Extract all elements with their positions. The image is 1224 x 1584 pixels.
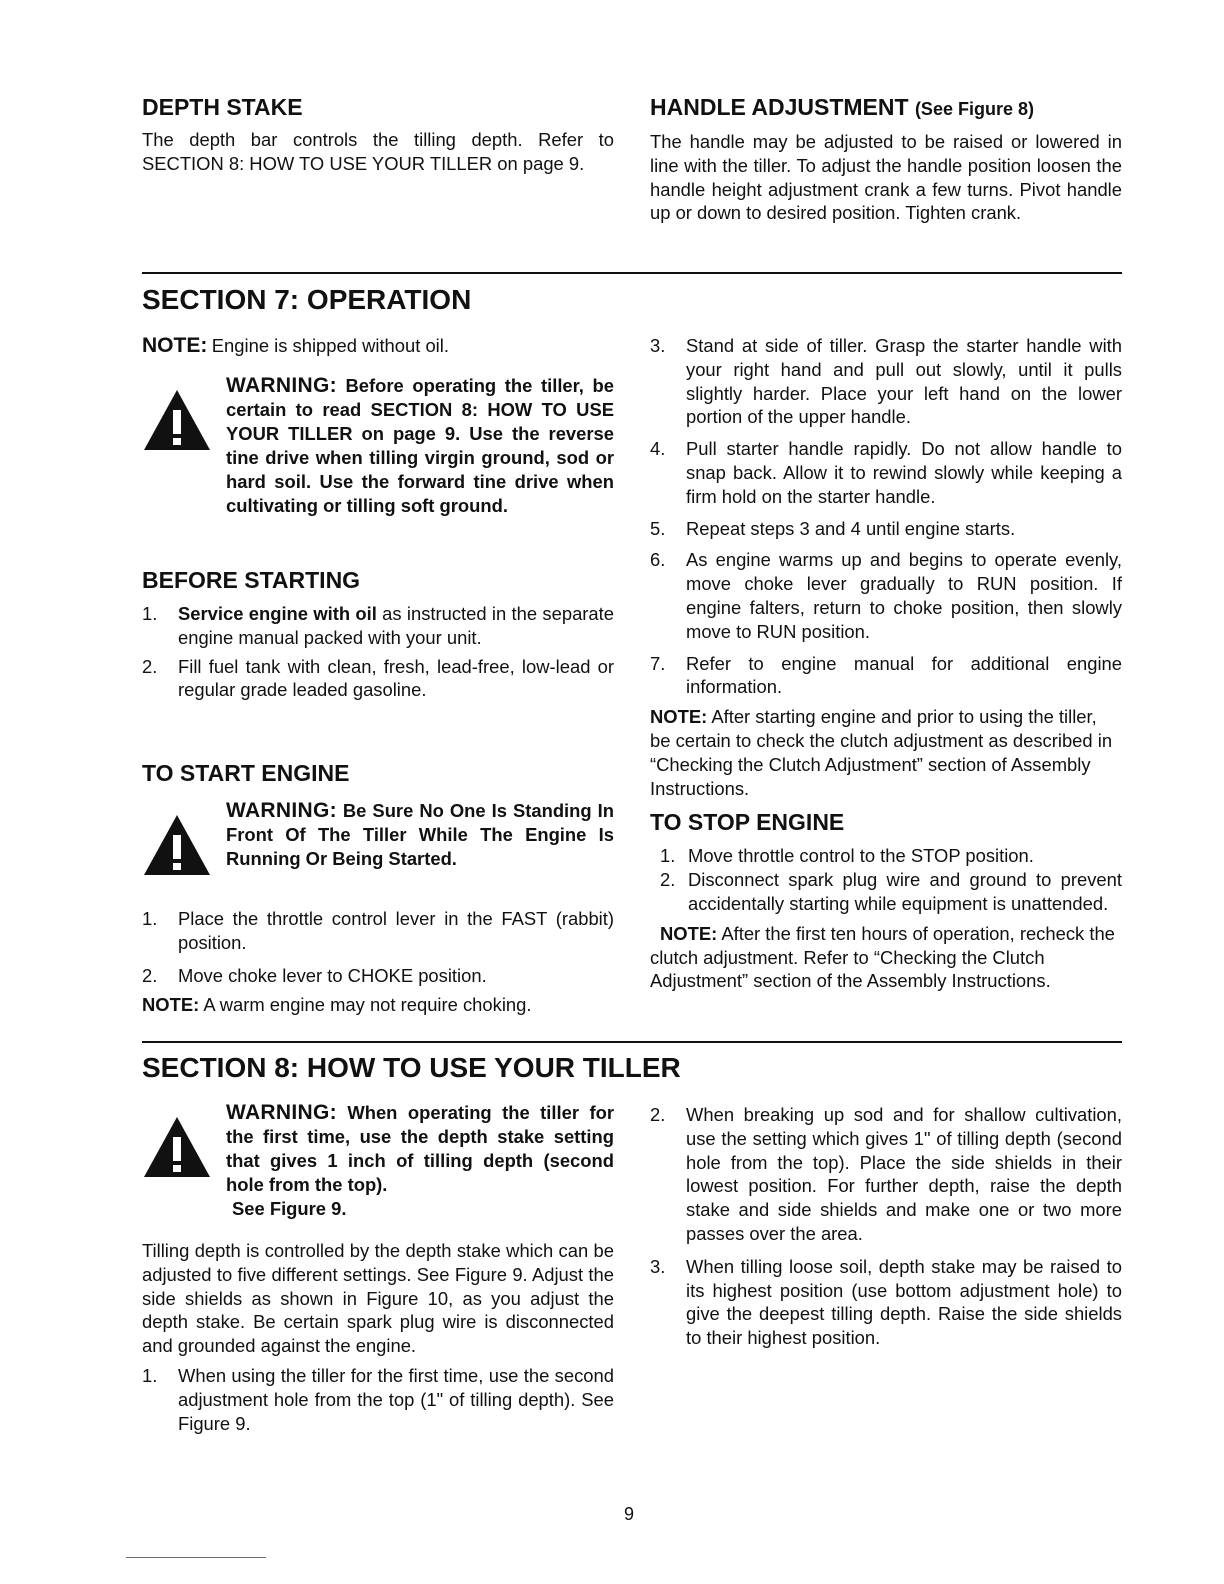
- tiller-steps-list: [142, 1364, 614, 1435]
- note-text: After starting engine and prior to using the tiller, be certain to check the clutch adjustment as described in “Checking the Clutch Adjustment” section of Assembly Instructions.: [650, 706, 1113, 799]
- note-label: NOTE:: [650, 706, 708, 728]
- item-text: Disconnect spark plug wire and ground to prevent accidentally starting while equipment is unattended.: [688, 869, 1122, 914]
- section-8-title: SECTION 8: HOW TO USE YOUR TILLER: [142, 1052, 681, 1083]
- note-text: After the first ten hours of operation, recheck the clutch adjustment. Refer to “Checking the Clutch Adjustment” section of the Assembly Instructions.: [650, 922, 1115, 992]
- item-number: 2.: [660, 869, 676, 891]
- start-steps-list: [142, 907, 614, 987]
- note-label: NOTE:: [142, 994, 200, 1016]
- to-start-engine-steps: [142, 907, 614, 1017]
- recheck-note: [650, 922, 1122, 993]
- warning-block-start: [142, 799, 614, 903]
- note-text: A warm engine may not require choking.: [203, 994, 532, 1016]
- list-item: [660, 868, 1122, 916]
- before-starting-section: [142, 567, 614, 702]
- tiller-steps-continued-list: [650, 1103, 1122, 1350]
- item-number: 2.: [142, 655, 158, 677]
- item-text: Stand at side of tiller. Grasp the starter handle with your right hand and pull out slowly, until it pulls slightly harder. Place your left hand on the lower portion of the upper handle.: [686, 335, 1122, 428]
- section-8-right: [650, 1103, 1122, 1350]
- warning-label: WARNING:: [226, 799, 337, 822]
- warning-text: [226, 1101, 614, 1221]
- item-text: Fill fuel tank with clean, fresh, lead-free, low-lead or regular grade leaded gasoline.: [178, 655, 614, 701]
- section-8-left: [142, 1239, 614, 1435]
- item-text: Move throttle control to the STOP position.: [688, 845, 1034, 867]
- warning-text: [226, 799, 614, 871]
- to-start-engine-heading: TO START ENGINE: [142, 760, 350, 786]
- list-item: [142, 964, 614, 988]
- list-item: [650, 1255, 1122, 1350]
- figure-reference: See Figure 9.: [232, 1198, 347, 1219]
- warning-icon: [142, 388, 212, 452]
- warning-label: WARNING:: [226, 374, 337, 397]
- warning-label: WARNING:: [226, 1101, 337, 1124]
- divider: [142, 1041, 1122, 1043]
- to-stop-engine-heading: TO STOP ENGINE: [650, 809, 845, 836]
- item-text: When tilling loose soil, depth stake may be raised to its highest position (use bottom adjustment hole) to give the deepest tilling depth. Raise the side shields to their highest position.: [686, 1255, 1122, 1349]
- item-number: 1.: [142, 603, 158, 624]
- note-text: Engine is shipped without oil.: [211, 335, 449, 356]
- clutch-note: [650, 705, 1122, 800]
- warning-message: When operating the tiller for the first time, use the depth stake setting that gives 1 inch of tilling depth (second hole from the top).: [226, 1102, 614, 1195]
- item-number: 5.: [650, 517, 666, 539]
- item-number: 2.: [142, 964, 158, 986]
- handle-adjustment-section: [650, 94, 1122, 225]
- depth-stake-heading: DEPTH STAKE: [142, 94, 303, 120]
- before-starting-list: [142, 602, 614, 702]
- item-bold-text: Service engine with oil: [178, 603, 377, 624]
- note-label: NOTE:: [142, 334, 208, 357]
- stop-steps-list: [650, 844, 1122, 915]
- handle-adjustment-figure-ref: (See Figure 8): [914, 99, 1034, 119]
- warning-text: [226, 374, 614, 518]
- section-7-note: [142, 334, 614, 358]
- warning-message: Before operating the tiller, be certain to read SECTION 8: HOW TO USE YOUR TILLER on page 9. Use the reverse tine drive when tilling virgin ground, sod or hard soil. Use the forward tine drive when cultivating or tilling soft ground.: [226, 375, 614, 516]
- item-text: Pull starter handle rapidly. Do not allow handle to snap back. Allow it to rewind slowly while keeping a firm hold on the starter handle.: [686, 438, 1122, 507]
- depth-stake-section: [142, 94, 614, 176]
- footer-line: [126, 1557, 266, 1558]
- item-text: When breaking up sod and for shallow cultivation, use the setting which gives 1" of tilling depth (second hole from the top). Place the side shields in their lowest position. For further depth, raise the depth stake and side shields and make one or two more passes over the area.: [686, 1104, 1122, 1244]
- item-number: 3.: [650, 335, 666, 356]
- item-text: Refer to engine manual for additional engine information.: [686, 652, 1122, 698]
- divider: [142, 272, 1122, 274]
- item-text: as instructed in the separate engine manual packed with your unit.: [178, 603, 614, 648]
- page-number: 9: [624, 1504, 635, 1524]
- item-text: Place the throttle control lever in the FAST (rabbit) position.: [178, 908, 614, 953]
- before-starting-heading: BEFORE STARTING: [142, 567, 361, 593]
- choke-note: [142, 993, 614, 1017]
- list-item: [142, 907, 614, 955]
- list-item: [660, 844, 1122, 868]
- list-item: [650, 1103, 1122, 1246]
- warning-block-operation: [142, 374, 614, 546]
- item-number: 1.: [660, 845, 676, 867]
- item-number: 1.: [142, 908, 158, 929]
- item-number: 2.: [650, 1104, 666, 1125]
- item-number: 1.: [142, 1364, 158, 1386]
- section-7-title: SECTION 7: OPERATION: [142, 284, 472, 315]
- item-text: As engine warms up and begins to operate evenly, move choke lever gradually to RUN position. If engine falters, return to choke position, then slowly move to RUN position.: [686, 549, 1122, 642]
- warning-message: Be Sure No One Is Standing In Front Of The Tiller While The Engine Is Running Or Being Started.: [226, 800, 614, 869]
- list-item: [650, 437, 1122, 508]
- list-item: [650, 334, 1122, 429]
- depth-stake-text: The depth bar controls the tilling depth. Refer to SECTION 8: HOW TO USE YOUR TILLER on page 9.: [142, 129, 614, 174]
- handle-adjustment-heading: [650, 94, 1122, 122]
- handle-adjustment-text: The handle may be adjusted to be raised or lowered in line with the tiller. To adjust the handle position loosen the handle height adjustment crank a few turns. Pivot handle up or down to desired position. Tighten crank.: [650, 131, 1122, 224]
- note-label: NOTE:: [660, 922, 718, 944]
- tilling-depth-text: Tilling depth is controlled by the depth stake which can be adjusted to five different settings. See Figure 9. Adjust the side shields as shown in Figure 10, as you adjust the depth stake. Be certain spark plug wire is disconnected and grounded against the engine.: [142, 1240, 614, 1357]
- list-item: [142, 655, 614, 703]
- warning-icon: [142, 1115, 212, 1179]
- list-item: [650, 517, 1122, 541]
- start-steps-continued-list: [650, 334, 1122, 699]
- item-text: Repeat steps 3 and 4 until engine starts.: [686, 517, 1016, 539]
- item-text: Move choke lever to CHOKE position.: [178, 964, 487, 986]
- list-item: [142, 602, 614, 650]
- list-item: [650, 548, 1122, 643]
- handle-adjustment-title: HANDLE ADJUSTMENT: [650, 94, 909, 120]
- list-item: [142, 1364, 614, 1435]
- start-procedure-continued: [650, 334, 1122, 993]
- item-number: 6.: [650, 549, 666, 571]
- warning-block-tiller: [142, 1101, 614, 1229]
- item-text: When using the tiller for the first time, use the second adjustment hole from the top (1" of tilling depth). See Figure 9.: [178, 1364, 614, 1434]
- list-item: [650, 652, 1122, 700]
- item-number: 3.: [650, 1255, 666, 1277]
- warning-icon: [142, 813, 212, 877]
- item-number: 4.: [650, 438, 666, 460]
- item-number: 7.: [650, 652, 666, 674]
